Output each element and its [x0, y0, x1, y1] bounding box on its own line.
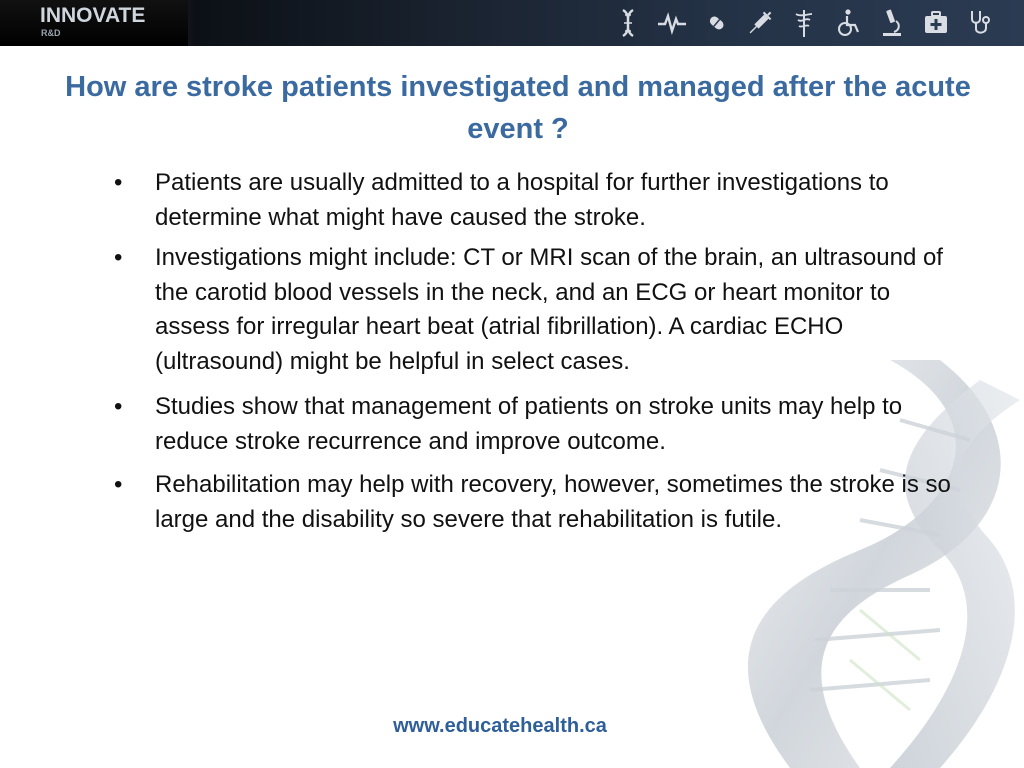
heartbeat-icon: [656, 7, 688, 39]
logo: [0, 0, 188, 46]
bullet-list: [110, 166, 970, 543]
first-aid-kit-icon: [920, 7, 952, 39]
logo-subtext: R&D: [41, 28, 61, 38]
microscope-icon: [876, 7, 908, 39]
bullet-item: • Rehabilitation may help with recovery, however, sometimes the stroke is so large and the disability so severe that rehabilitation is futile.: [110, 468, 970, 537]
syringe-icon: [744, 7, 776, 39]
header-bar: [0, 0, 1024, 46]
footer-url[interactable]: www.educatehealth.ca: [393, 715, 607, 737]
stethoscope-icon: [964, 7, 996, 39]
dna-icon: [612, 7, 644, 39]
logo-text: INNOVATE: [40, 4, 146, 27]
wheelchair-icon: [832, 7, 864, 39]
bullet-item: • Studies show that management of patients on stroke units may help to reduce stroke recurrence and improve outcome.: [110, 390, 970, 459]
pill-icon: [700, 7, 732, 39]
header-icon-row: [612, 3, 996, 43]
slide-title: How are stroke patients investigated and managed after the acute event ?: [65, 71, 971, 145]
caduceus-icon: [788, 7, 820, 39]
bullet-item: • Investigations might include: CT or MRI scan of the brain, an ultrasound of the carotid blood vessels in the neck, and an ECG or heart monitor to assess for irregular heart beat (atrial fibrillation). A cardiac ECHO (ultrasound) might be helpful in select cases.: [110, 241, 970, 379]
bullet-item: • Patients are usually admitted to a hospital for further investigations to determine what might have caused the stroke.: [110, 166, 970, 235]
